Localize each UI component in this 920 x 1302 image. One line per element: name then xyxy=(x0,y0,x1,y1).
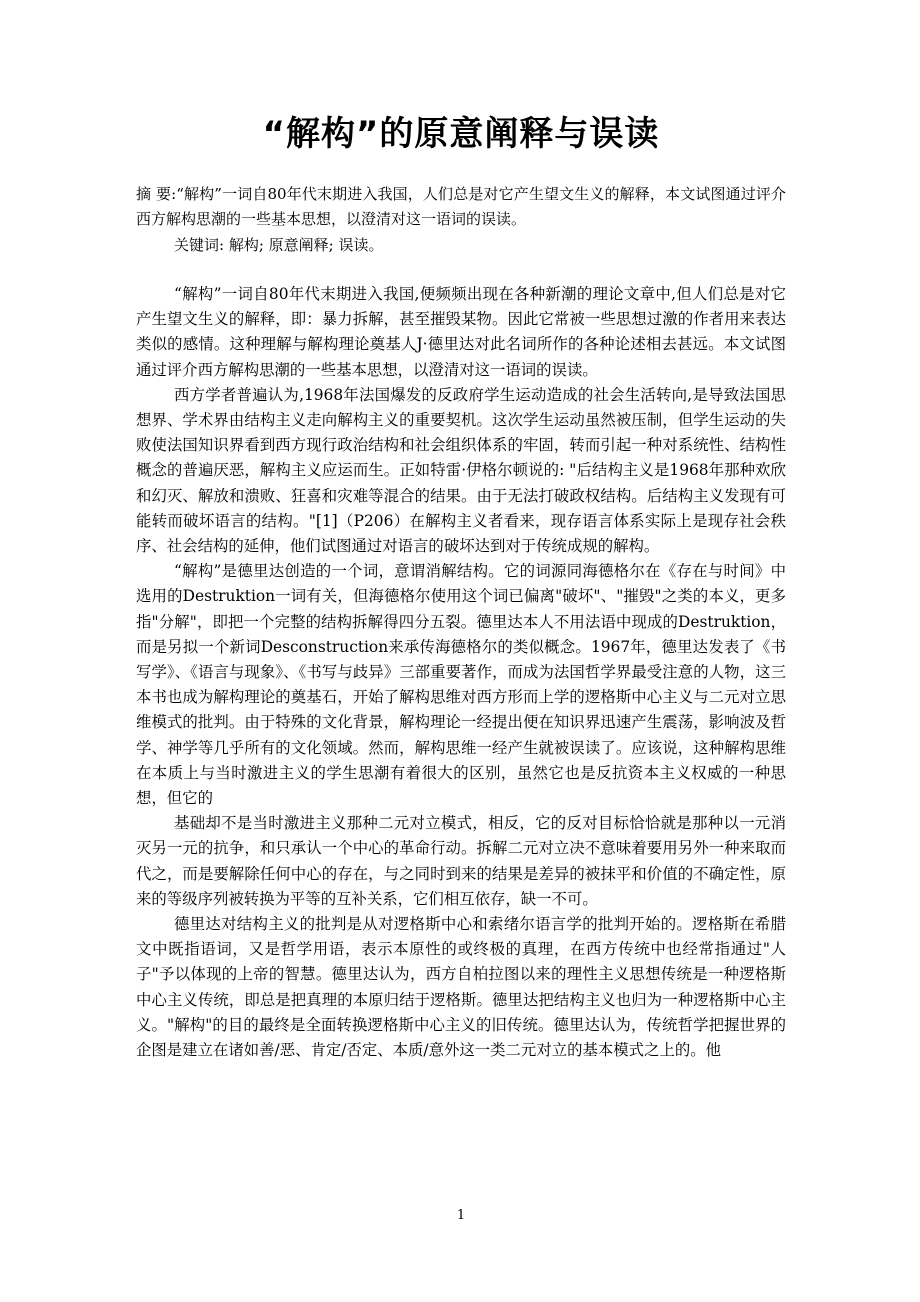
abstract xyxy=(136,182,786,231)
paragraph-3: “解构”是德里达创造的一个词，意谓消解结构。它的词源同海德格尔在《存在与时间》中选用的Destruktion一词有关，但海德格尔使用这个词已偏离"破坏"、"摧毁"之类的本义，更多指"分解"，即把一个完整的结构拆解得四分五裂。德里达本人不用法语中现成的Destruktion，而是另拟一个新词Desconstruction来承传海德格尔的类似概念。1967年，德里达发表了《书写学》、《语言与现象》、《书写与歧异》三部重要著作，而成为法国哲学界最受注意的人物，这三本书也成为解构理论的奠基石，开始了解构思维对西方形而上学的逻格斯中心主义与二元对立思维模式的批判。由于特殊的文化背景，解构理论一经提出便在知识界迅速产生震荡，影响波及哲学、神学等几乎所有的文化领域。然而，解构思维一经产生就被误读了。应该说，这种解构思维在本质上与当时激进主义的学生思潮有着很大的区别，虽然它也是反抗资本主义权威的一种思想，但它的 xyxy=(136,562,786,808)
keywords-text: 解构; 原意阐释; 误读。 xyxy=(228,236,384,254)
page-number: 1 xyxy=(456,1208,466,1223)
document-page xyxy=(136,0,786,1302)
body-text xyxy=(136,282,786,1063)
paragraph-1: “解构”一词自80年代末期进入我国,便频频出现在各种新潮的理论文章中,但人们总是对它产生望文生义的解释，即：暴力拆解，甚至摧毁某物。因此它常被一些思想过激的作者用来表达类似的感情。这种理解与解构理论奠基人J·德里达对此名词所作的各种论述相去甚远。本文试图通过评介西方解构思潮的一些基本思想，以澄清对这一语词的误读。 xyxy=(136,285,786,379)
paragraph-2: 西方学者普遍认为,1968年法国爆发的反政府学生运动造成的社会生活转向,是导致法国思想界、学术界由结构主义走向解构主义的重要契机。这次学生运动虽然被压制，但学生运动的失败使法国知识界看到西方现行政治结构和社会组织体系的牢固，转而引起一种对系统性、结构性概念的普遍厌恶，解构主义应运而生。正如特雷·伊格尔顿说的: "后结构主义是1968年那种欢欣和幻灭、解放和溃败、狂喜和灾难等混合的结果。由于无法打破政权结构。后结构主义发现有可能转而破坏语言的结构。"[1]（P206）在解构主义者看来，现存语言体系实际上是现存社会秩序、社会结构的延伸，他们试图通过对语言的破坏达到对于传统成规的解构。 xyxy=(136,385,786,556)
keywords-label: 关键词: xyxy=(174,236,225,254)
paragraph-4: 基础却不是当时激进主义那种二元对立模式，相反，它的反对目标恰恰就是那种以一元消灭另一元的抗争，和只承认一个中心的革命行动。拆解二元对立决不意味着要用另外一种来取而代之，而是要解除任何中心的存在，与之同时到来的结果是差异的被抹平和价值的不确定性，原来的等级序列被转换为平等的互补关系，它们相互依存，缺一不可。 xyxy=(136,814,786,908)
paragraph-5: 德里达对结构主义的批判是从对逻格斯中心和索绪尔语言学的批判开始的。逻格斯在希腊文中既指语词，又是哲学用语，表示本原性的或终极的真理，在西方传统中也经常指通过"人子"予以体现的上帝的智慧。德里达认为，西方自柏拉图以来的理性主义思想传统是一种逻格斯中心主义传统，即总是把真理的本原归结于逻格斯。德里达把结构主义也归为一种逻格斯中心主义。"解构"的目的最终是全面转换逻格斯中心主义的旧传统。德里达认为，传统哲学把握世界的企图是建立在诸如善/恶、肯定/否定、本质/意外这一类二元对立的基本模式之上的。他 xyxy=(136,915,786,1060)
keywords xyxy=(174,233,786,258)
abstract-text: “解构”一词自80年代末期进入我国，人们总是对它产生望文生义的解释，本文试图通过评介西方解构思潮的一些基本思想，以澄清对这一语词的误读。 xyxy=(136,185,786,228)
document-title: “解构”的原意阐释与误读 xyxy=(262,114,660,154)
abstract-label: 摘 要: xyxy=(136,185,177,203)
